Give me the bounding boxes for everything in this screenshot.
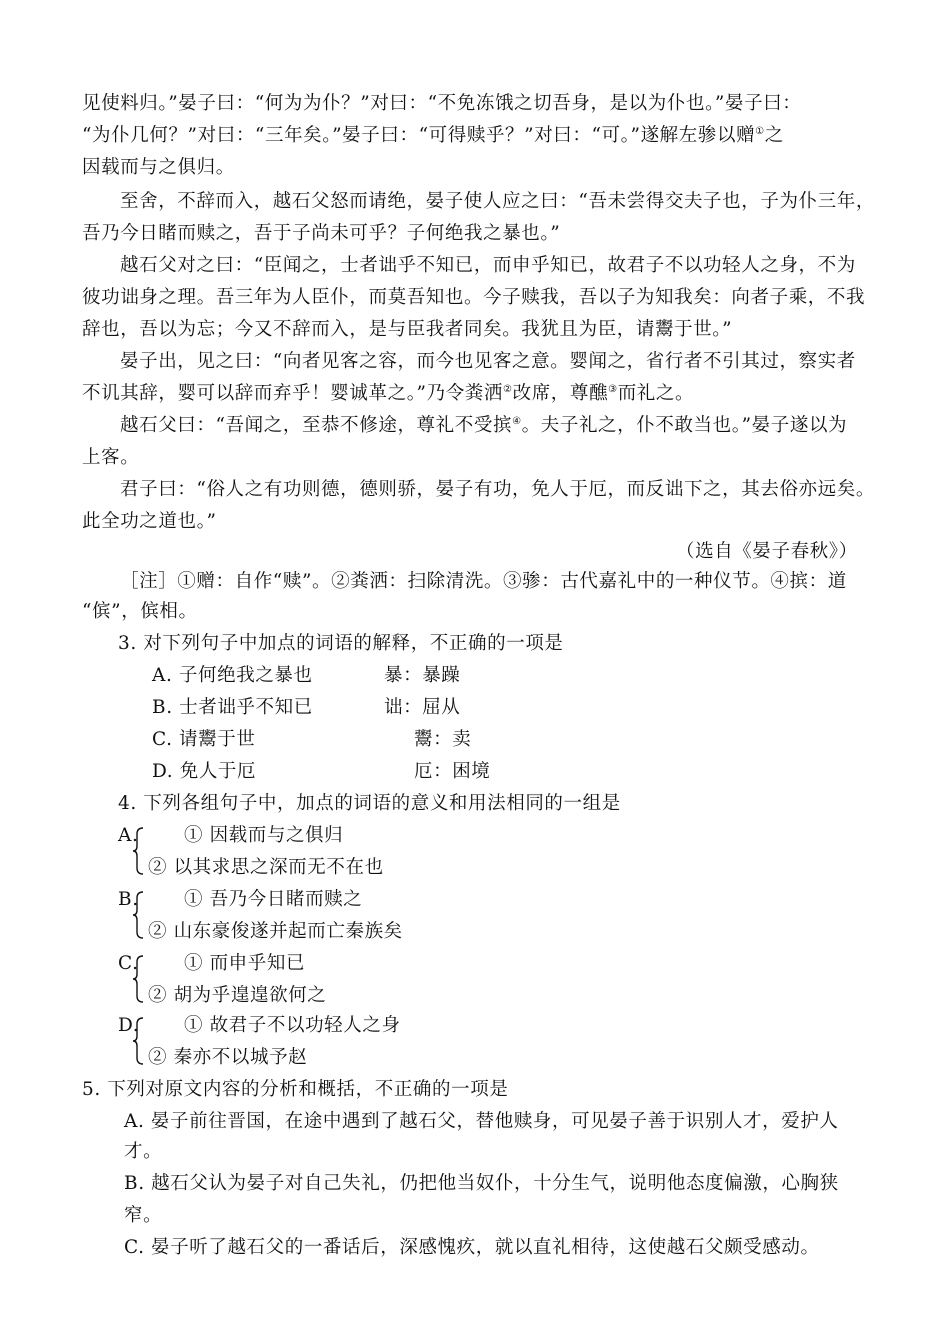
source-citation: （选自《晏子春秋》） xyxy=(676,541,858,562)
passage-line: 上客。 xyxy=(82,447,140,468)
q5-option-a-cont: 才。 xyxy=(124,1141,163,1162)
annotation-note: ［注］①赠：自作“赎”。②粪洒：扫除清洗。③骖：古代嘉礼中的一种仪节。④摈：道 xyxy=(120,571,847,592)
passage-text: 。夫子礼之，仆不敢当也。”晏子遂以为 xyxy=(521,415,848,436)
q4-option-b-s2: ② 山东豪俊遂并起而亡秦族矣 xyxy=(148,921,403,942)
question-4-stem: 4. 下列各组句子中，加点的词语的意义和用法相同的一组是 xyxy=(118,793,621,814)
q4-option-b-s1: ① 吾乃今日睹而赎之 xyxy=(184,889,363,910)
passage-line: 辞也，吾以为忘；今又不辞而入，是与臣我者同矣。我犹且为臣，请鬻于世。” xyxy=(82,319,733,340)
question-5-stem: 5. 下列对原文内容的分析和概括，不正确的一项是 xyxy=(82,1079,509,1100)
passage-line: 越石父对之曰：“臣闻之，士者诎乎不知已，而申乎知已，故君子不以功轻人之身，不为 xyxy=(120,255,856,276)
q4-option-c-letter: C. xyxy=(118,953,139,974)
passage-line: 彼功诎身之理。吾三年为人臣仆，而莫吾知也。今子赎我，吾以子为知我矣：向者子乘，不我 xyxy=(82,287,866,308)
q4-option-d-s2: ② 秦亦不以城予赵 xyxy=(148,1047,308,1068)
passage-line: 君子曰：“俗人之有功则德，德则骄，晏子有功，免人于厄，而反诎下之，其去俗亦远矣。 xyxy=(120,479,875,500)
passage-line: 见使料归。”晏子曰：“何为为仆？”对曰：“不免冻饿之切吾身，是以为仆也。”晏子曰： xyxy=(82,93,802,114)
passage-line: 晏子出，见之曰：“向者见客之容，而今也见客之意。婴闻之，省行者不引其过，察实者 xyxy=(120,351,856,372)
q4-option-b-letter: B. xyxy=(118,889,139,910)
q4-option-c-s2: ② 胡为乎遑遑欲何之 xyxy=(148,985,327,1006)
q4-option-d-s1: ① 故君子不以功轻人之身 xyxy=(184,1015,401,1036)
q4-option-a-letter: A. xyxy=(118,825,139,846)
q5-option-b: B. 越石父认为晏子对自己失礼，仍把他当奴仆，十分生气，说明他态度偏激，心胸狭 xyxy=(124,1173,839,1194)
q5-option-b-cont: 窄。 xyxy=(124,1205,163,1226)
question-3-stem: 3. 对下列句子中加点的词语的解释，不正确的一项是 xyxy=(118,633,564,654)
brace-icon xyxy=(132,954,144,1004)
brace-icon xyxy=(132,890,144,940)
brace-icon xyxy=(132,1016,144,1066)
passage-line xyxy=(120,410,847,442)
q3-option-a: A. 子何绝我之暴也 xyxy=(152,665,313,686)
passage-text: 不讥其辞，婴可以辞而弃乎！婴诚革之。”乃令粪洒 xyxy=(82,383,504,404)
brace-icon xyxy=(132,826,144,876)
footnote-mark: ① xyxy=(755,126,765,137)
passage-text: “为仆几何？”对曰：“三年矣。”晏子曰：“可得赎乎？”对曰：“可。”遂解左骖以赠 xyxy=(82,125,756,146)
q3-option-d-gloss: 厄：困境 xyxy=(414,761,491,782)
footnote-mark: ② xyxy=(503,384,513,395)
q3-option-c-gloss: 鬻：卖 xyxy=(414,729,472,750)
passage-line: 至舍，不辞而入，越石父怒而请绝，晏子使人应之曰：“吾未尝得交夫子也，子为仆三年， xyxy=(120,191,875,212)
q3-option-b: B. 士者诎乎不知已 xyxy=(152,697,313,718)
passage-text: 之 xyxy=(764,125,784,146)
passage-text: 改席，尊醮 xyxy=(512,383,609,404)
annotation-note: “傧”，傧相。 xyxy=(82,601,198,622)
q5-option-c: C. 晏子听了越石父的一番话后，深感愧疚，就以直礼相待，这使越石父颇受感动。 xyxy=(124,1237,820,1258)
passage-line: 吾乃今日睹而赎之，吾于子尚未可乎？子何绝我之暴也。” xyxy=(82,223,561,244)
footnote-mark: ③ xyxy=(608,384,618,395)
passage-line: 因载而与之俱归。 xyxy=(82,157,235,178)
passage-line xyxy=(82,378,694,410)
q4-option-d-letter: D. xyxy=(118,1015,140,1036)
footnote-mark: ④ xyxy=(512,416,522,427)
q4-option-a-s2: ② 以其求思之深而无不在也 xyxy=(148,857,384,878)
q5-option-a: A. 晏子前往晋国，在途中遇到了越石父，替他赎身，可见晏子善于识别人才，爱护人 xyxy=(124,1111,839,1132)
q4-option-c-s1: ① 而申乎知已 xyxy=(184,953,306,974)
passage-text: 而礼之。 xyxy=(617,383,695,404)
passage-line: 此全功之道也。” xyxy=(82,511,217,532)
q3-option-a-gloss: 暴：暴躁 xyxy=(384,665,461,686)
passage-text: 越石父曰：“吾闻之，至恭不修途，尊礼不受摈 xyxy=(120,415,513,436)
q3-option-d: D. 免人于厄 xyxy=(152,761,257,782)
q3-option-b-gloss: 诎：屈从 xyxy=(384,697,461,718)
q4-option-a-s1: ① 因载而与之俱归 xyxy=(184,825,344,846)
passage-line xyxy=(82,120,784,152)
q3-option-c: C. 请鬻于世 xyxy=(152,729,256,750)
